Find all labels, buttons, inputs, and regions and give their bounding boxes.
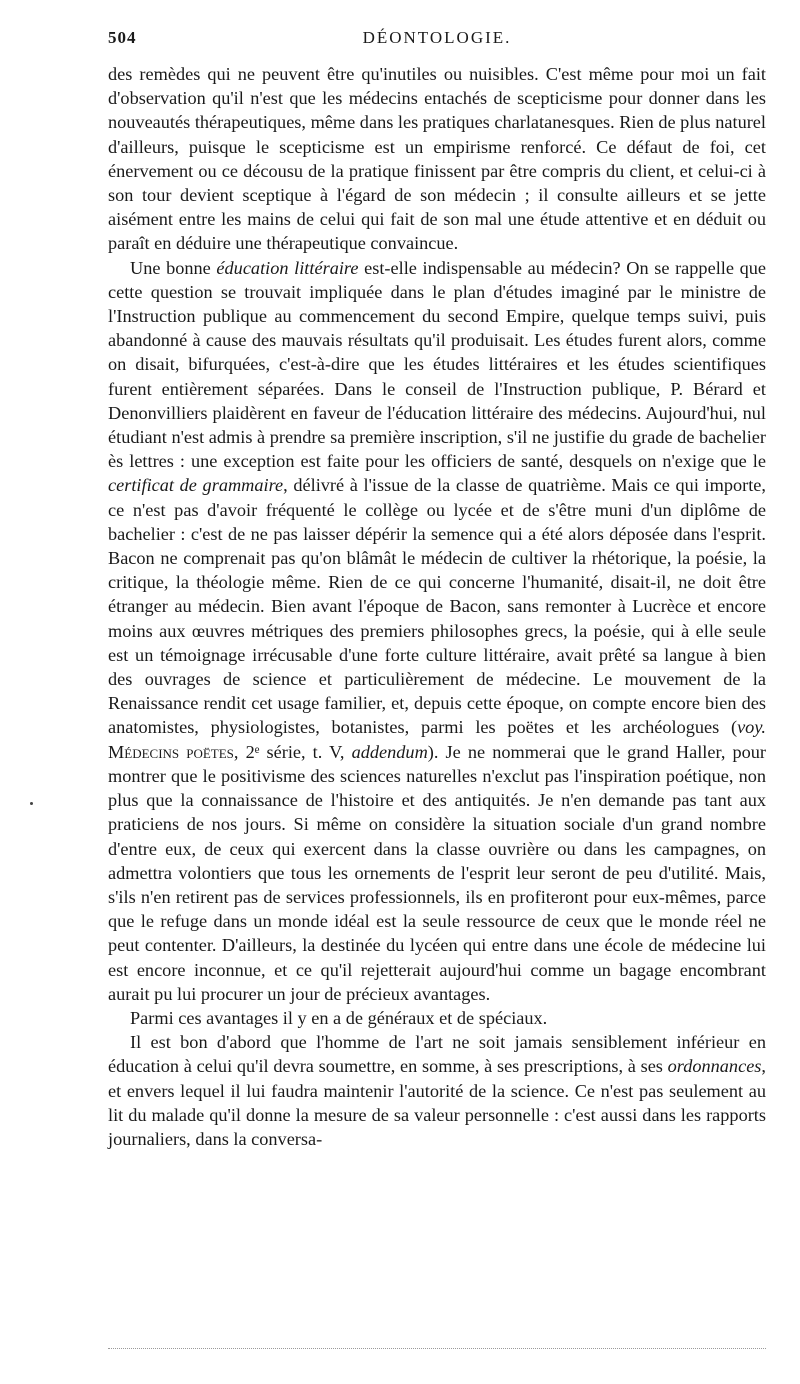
p2-text-i: , 2ᵉ série, t. V, bbox=[233, 741, 352, 762]
margin-mark bbox=[30, 802, 33, 805]
p2-text-e: , délivré à l'issue de la classe de quatrième. Mais ce qui importe, ce n'est pas d'avoir fréquenté le collège ou lycée et de s'être muni d'un diplôme de bachelier : c'est de ne pas laisser dépérir la semence qui a été alors déposée dans l'esprit. Bacon ne comprenait pas qu'on blâmât le médecin de cultiver la rhétorique, la poésie, la critique, la théologie même. Rien de ce qui concerne l'humanité, disait-il, ne doit être étranger au médecin. Bien avant l'époque de Bacon, sans remonter à Lucrèce et encore moins aux œuvres métriques des premiers philosophes grecs, la poésie, qui à elle seule est un témoignage irrécusable d'une forte culture littéraire, avait prêté sa langue à bien des ouvrages de science et particulièrement de médecine. Le mouvement de la Renaissance rendit cet usage familier, et, depuis cette époque, on compte encore bien des anatomistes, physiologistes, botanistes, parmi les poëtes et les archéologues ( bbox=[108, 475, 766, 738]
p2-italic-voy: voy. bbox=[737, 717, 766, 738]
p2-italic-addendum: addendum bbox=[351, 741, 428, 762]
p2-italic-certificat: certificat de grammaire bbox=[108, 475, 284, 496]
paragraph-4 bbox=[108, 1030, 766, 1151]
paragraph-1-text: des remèdes qui ne peuvent être qu'inutiles ou nuisibles. C'est même pour moi un fait d'observation qu'il n'est que les médecins entachés de scepticisme pour donner dans les nouveautés thérapeutiques, même dans les pratiques charlatanesques. Rien de plus naturel d'ailleurs, puisque le scepticisme est un empirisme renforcé. Ce défaut de foi, cet énervement ou ce décousu de la pratique finissent par être compris du client, et celui-ci à son tour devient sceptique à l'égard de son médecin ; il consulte ailleurs et se jette aisément entre les mains de celui qui fait de son mal une étude attentive et en déduit ou paraît en déduire une thérapeutique convaincue. bbox=[108, 64, 766, 254]
page bbox=[108, 28, 766, 1151]
paragraph-1 bbox=[108, 62, 766, 256]
paragraph-3 bbox=[108, 1006, 766, 1030]
p2-text-k: ). Je ne nommerai que le grand Haller, pour montrer que le positivisme des sciences naturelles n'exclut pas l'inspiration poétique, non plus que la connaissance de l'histoire et des antiquités. Je n'en demande pas tant aux praticiens de nos jours. Si même on considère la situation sociale d'un grand nombre d'entre eux, de ceux qui exercent dans la classe ouvrière ou dans les campagnes, on admettra volontiers que tous les ornements de l'esprit leur seront de peu d'utilité. Mais, s'ils n'en retirent pas de services professionnels, ils en profiteront pour eux-mêmes, parce que le refuge dans un monde idéal est la seule ressource de ceux que le monde réel ne peut contenter. D'ailleurs, la destinée du lycéen qui entre dans une école de médecine lui est encore inconnue, et ce qu'il rejetterait aujourd'hui comme un bagage encombrant aurait pu lui procurer un jour de précieux avantages. bbox=[108, 741, 767, 1004]
paragraph-2 bbox=[108, 256, 766, 1006]
running-head bbox=[108, 28, 766, 56]
running-title: DÉONTOLOGIE. bbox=[362, 28, 512, 47]
p2-italic-education: éducation littéraire bbox=[216, 257, 359, 278]
p4-italic-ordonnances: ordonnances bbox=[667, 1056, 762, 1077]
p2-text-c: est-elle indispensable au médecin? On se rappelle que cette question se trouvait impliquée dans le plan d'études imaginé par le ministre de l'Instruction publique au commencement du second Empire, quelque temps suivi, puis abandonné à cause des mauvais résultats qu'il produisait. Les études furent alors, comme on disait, bifurquées, c'est-à-dire que les études littéraires et les études scientifiques furent entièrement séparées. Dans le conseil de l'Instruction publique, P. Bérard et Denonvilliers plaidèrent en faveur de l'éducation littéraire des médecins. Aujourd'hui, nul étudiant n'est admis à prendre sa première inscription, s'il ne justifie du grade de bachelier ès lettres : une exception est faite pour les officiers de santé, desquels on n'exige que le bbox=[108, 257, 766, 472]
page-number: 504 bbox=[108, 28, 137, 47]
p2-smallcaps-medecins-poetes: Médecins poëtes bbox=[108, 741, 234, 762]
footer-dotted-rule bbox=[108, 1348, 766, 1349]
p4-text-c: , et envers lequel il lui faudra maintenir l'autorité de la science. Ce n'est pas seulement au lit du malade qu'il donne la mesure de sa valeur personnelle : c'est aussi dans les rapports journaliers, dans la conversa- bbox=[108, 1056, 766, 1149]
p2-text-a: Une bonne bbox=[130, 257, 217, 278]
body-text bbox=[108, 62, 766, 1151]
paragraph-3-text: Parmi ces avantages il y en a de généraux et de spéciaux. bbox=[130, 1007, 548, 1028]
p4-text-a: Il est bon d'abord que l'homme de l'art ne soit jamais sensiblement inférieur en éducation à celui qu'il devra soumettre, en somme, à ses prescriptions, à ses bbox=[108, 1032, 766, 1077]
